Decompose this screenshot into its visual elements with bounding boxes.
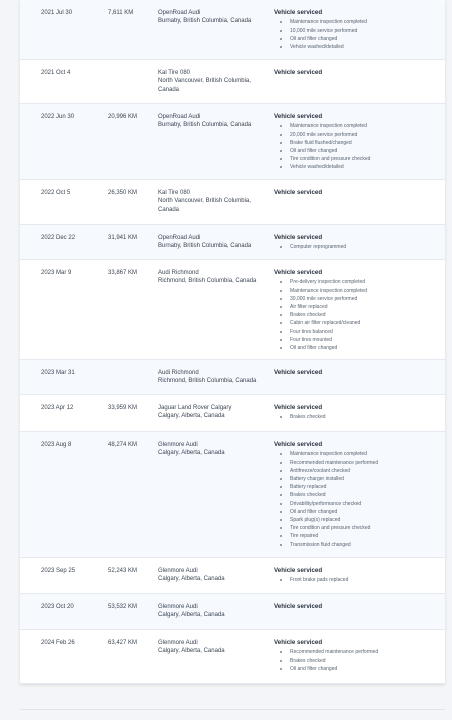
- shop-name: Glenmore Audi: [158, 442, 198, 448]
- shop-address-line: Burnaby, British Columbia, Canada: [158, 122, 252, 129]
- record-date: 2021 Jul 30: [41, 10, 73, 16]
- record-service-location: [158, 603, 270, 620]
- service-item: Vehicle washed/detailed: [290, 163, 439, 171]
- service-record-row: [20, 594, 445, 630]
- service-item: Drivability/performance checked: [290, 500, 439, 508]
- service-title: Vehicle serviced: [274, 269, 323, 276]
- record-date: 2022 Oct 5: [41, 190, 71, 196]
- service-item: Antifreeze/coolant checked: [290, 467, 439, 475]
- shop-name: OpenRoad Audi: [158, 10, 201, 16]
- record-service-location: [158, 269, 270, 286]
- service-record-row: [20, 432, 445, 558]
- service-item: Oil and filter changed: [290, 508, 439, 516]
- shop-name: OpenRoad Audi: [158, 114, 201, 120]
- service-items-list: [274, 243, 439, 251]
- service-items-list: [274, 648, 439, 673]
- record-date: 2023 Mar 9: [41, 270, 72, 276]
- service-item: Cabin air filter replaced/cleaned: [290, 319, 439, 327]
- service-items-list: [274, 18, 439, 51]
- record-service-location: [158, 369, 270, 386]
- record-date: 2023 Apr 12: [41, 405, 74, 411]
- record-odometer: 53,532 KM: [108, 604, 138, 610]
- service-title: Vehicle serviced: [274, 639, 323, 646]
- record-date: 2023 Aug 8: [41, 442, 72, 448]
- service-item: Oil and filter changed: [290, 147, 439, 155]
- service-record-row: [20, 104, 445, 180]
- shop-name: Glenmore Audi: [158, 604, 198, 610]
- record-service-details: [274, 603, 439, 611]
- service-item: Maintenance inspection completed: [290, 287, 439, 295]
- shop-address-line: Richmond, British Columbia, Canada: [158, 378, 257, 385]
- shop-name: Jaguar Land Rover Calgary: [158, 405, 232, 411]
- service-item: Battery replaced: [290, 483, 439, 491]
- record-service-details: [274, 567, 439, 585]
- record-date: 2022 Jun 30: [41, 114, 75, 120]
- record-service-details: [274, 9, 439, 51]
- record-service-location: [158, 639, 270, 656]
- record-odometer: 31,941 KM: [108, 235, 138, 241]
- shop-address-line: Burnaby, British Columbia, Canada: [158, 243, 252, 250]
- service-item: Brakes checked: [290, 657, 439, 665]
- record-date: 2024 Feb 26: [41, 640, 75, 646]
- service-item: 10,000 mile service performed: [290, 27, 439, 35]
- record-service-details: [274, 404, 439, 422]
- service-record-row: [20, 180, 445, 225]
- record-odometer: 7,611 KM: [108, 10, 134, 16]
- record-service-location: [158, 69, 270, 94]
- service-record-row: [20, 260, 445, 360]
- service-title: Vehicle serviced: [274, 69, 323, 76]
- service-item: Oil and filter changed: [290, 35, 439, 43]
- record-service-location: [158, 9, 270, 26]
- service-title: Vehicle serviced: [274, 441, 323, 448]
- service-item: Four tires balanced: [290, 328, 439, 336]
- shop-name: Audi Richmond: [158, 370, 199, 376]
- service-title: Vehicle serviced: [274, 369, 323, 376]
- record-odometer: 33,959 KM: [108, 405, 138, 411]
- service-record-row: [20, 558, 445, 594]
- record-service-details: [274, 369, 439, 377]
- service-title: Vehicle serviced: [274, 113, 323, 120]
- service-items-list: [274, 278, 439, 352]
- shop-name: Kal Tire 080: [158, 190, 191, 196]
- record-odometer: 52,243 KM: [108, 568, 138, 574]
- shop-name: OpenRoad Audi: [158, 235, 201, 241]
- record-odometer: 33,867 KM: [108, 270, 138, 276]
- service-items-list: [274, 122, 439, 171]
- shop-address-line: Canada: [158, 206, 180, 213]
- service-title: Vehicle serviced: [274, 567, 323, 574]
- service-record-row: [20, 360, 445, 395]
- service-item: Maintenance inspection completed: [290, 122, 439, 130]
- service-record-row: [20, 60, 445, 104]
- service-item: Four tires mounted: [290, 336, 439, 344]
- shop-name: Glenmore Audi: [158, 640, 198, 646]
- shop-address-line: North Vancouver, British Columbia,: [158, 198, 251, 205]
- service-item: Maintenance inspection completed: [290, 18, 439, 26]
- shop-name: Audi Richmond: [158, 270, 199, 276]
- service-item: Recommended maintenance performed: [290, 459, 439, 467]
- service-record-row: [20, 0, 445, 60]
- service-item: Brake fluid flushed/changed: [290, 139, 439, 147]
- service-item: Air filter replaced: [290, 303, 439, 311]
- service-title: Vehicle serviced: [274, 234, 323, 241]
- record-service-location: [158, 404, 270, 421]
- service-item: Vehicle washed/detailed: [290, 43, 439, 51]
- shop-address-line: Calgary, Alberta, Canada: [158, 413, 225, 420]
- record-service-location: [158, 441, 270, 458]
- service-title: Vehicle serviced: [274, 9, 323, 16]
- shop-address-line: Richmond, British Columbia, Canada: [158, 278, 257, 285]
- shop-address-line: North Vancouver, British Columbia,: [158, 78, 251, 85]
- shop-address-line: Canada: [158, 86, 180, 93]
- divider: [20, 709, 445, 710]
- record-date: 2023 Oct 20: [41, 604, 74, 610]
- record-odometer: 26,350 KM: [108, 190, 138, 196]
- record-service-details: [274, 189, 439, 197]
- record-service-details: [274, 639, 439, 673]
- shop-address-line: Calgary, Alberta, Canada: [158, 648, 225, 655]
- service-item: Battery charger installed: [290, 475, 439, 483]
- service-title: Vehicle serviced: [274, 603, 323, 610]
- service-item: Brakes checked: [290, 491, 439, 499]
- record-service-details: [274, 441, 439, 549]
- service-item: Transmission fluid changed: [290, 541, 439, 549]
- service-items-list: [274, 413, 439, 421]
- service-item: Oil and filter changed: [290, 344, 439, 352]
- shop-address-line: Burnaby, British Columbia, Canada: [158, 18, 252, 25]
- service-item: Tire condition and pressure checked: [290, 524, 439, 532]
- service-item: Maintenance inspection completed: [290, 450, 439, 458]
- record-odometer: 48,274 KM: [108, 442, 138, 448]
- record-date: 2023 Sep 25: [41, 568, 76, 574]
- service-items-list: [274, 450, 439, 548]
- shop-name: Glenmore Audi: [158, 568, 198, 574]
- record-date: 2023 Mar 31: [41, 370, 75, 376]
- service-item: Oil and filter changed: [290, 665, 439, 673]
- record-odometer: 20,996 KM: [108, 114, 138, 120]
- record-service-location: [158, 234, 270, 251]
- shop-address-line: Calgary, Alberta, Canada: [158, 450, 225, 457]
- service-item: Computer reprogrammed: [290, 243, 439, 251]
- service-items-list: [274, 576, 439, 584]
- service-item: 20,000 mile service performed: [290, 131, 439, 139]
- shop-address-line: Calgary, Alberta, Canada: [158, 576, 225, 583]
- service-history-card: [20, 0, 445, 684]
- service-item: Spark plug(s) replaced: [290, 516, 439, 524]
- record-service-location: [158, 113, 270, 130]
- service-item: Pre-delivery inspection completed: [290, 278, 439, 286]
- service-item: 30,000 mile service performed: [290, 295, 439, 303]
- service-record-row: [20, 630, 445, 684]
- service-item: Front brake pads replaced: [290, 576, 439, 584]
- service-item: Brakes checked: [290, 413, 439, 421]
- service-item: Tire condition and pressure checked: [290, 155, 439, 163]
- record-service-details: [274, 69, 439, 77]
- shop-address-line: Calgary, Alberta, Canada: [158, 612, 225, 619]
- record-date: 2021 Oct 4: [41, 70, 71, 76]
- service-title: Vehicle serviced: [274, 404, 323, 411]
- service-record-row: [20, 395, 445, 432]
- record-service-details: [274, 234, 439, 252]
- record-service-location: [158, 567, 270, 584]
- service-title: Vehicle serviced: [274, 189, 323, 196]
- record-odometer: 63,427 KM: [108, 640, 138, 646]
- record-service-location: [158, 189, 270, 214]
- record-service-details: [274, 113, 439, 172]
- service-item: Tire repaired: [290, 532, 439, 540]
- record-date: 2022 Dec 22: [41, 235, 76, 241]
- service-record-row: [20, 225, 445, 260]
- shop-name: Kal Tire 080: [158, 70, 191, 76]
- service-item: Recommended maintenance performed: [290, 648, 439, 656]
- service-item: Brakes checked: [290, 311, 439, 319]
- record-service-details: [274, 269, 439, 352]
